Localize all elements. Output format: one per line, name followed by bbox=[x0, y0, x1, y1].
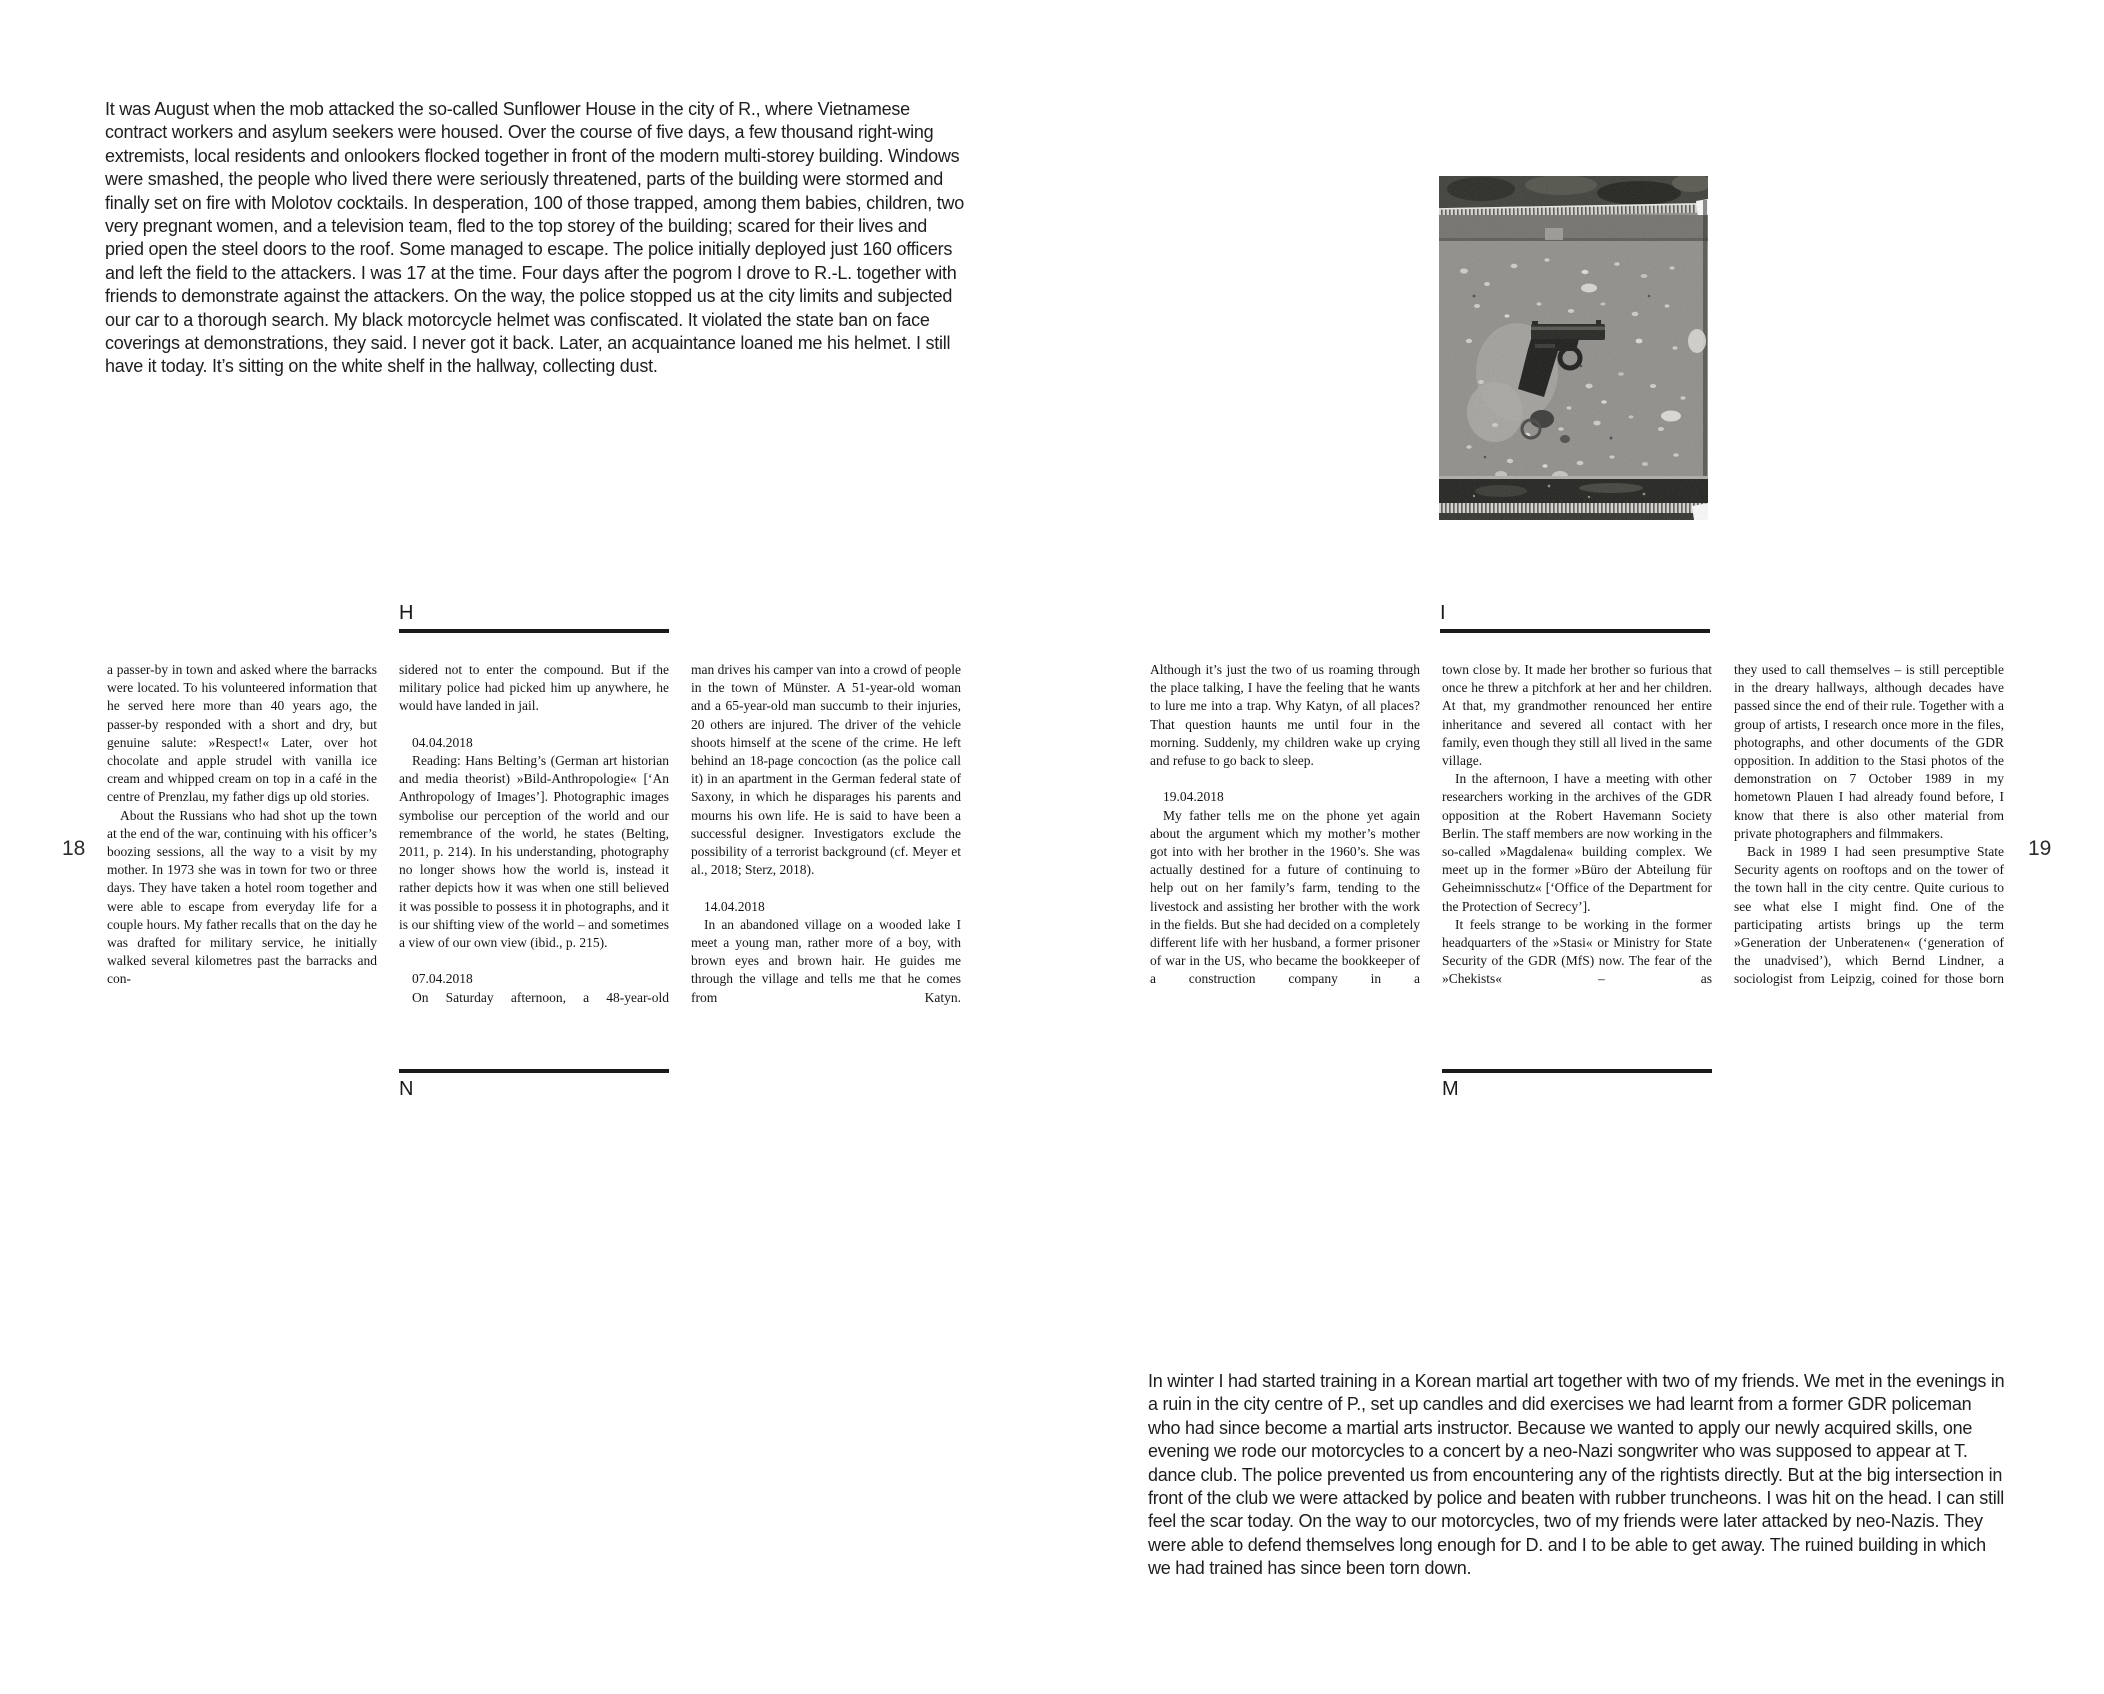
text-column-right-2 bbox=[1442, 661, 1712, 989]
diary-date: 14.04.2018 bbox=[704, 898, 765, 914]
outro-paragraph: In winter I had started training in a Korean martial art together with two of my friends. We met in the evenings in a ruin in the city centre of P., set up candles and did exercises we had learnt from a former GDR policeman who had since become a martial arts instructor. Because we wanted to apply our newly acquired skills, one evening we rode our motorcycles to a concert by a neo-Nazi songwriter who was supposed to appear at T. dance club. The police prevented us from encountering any of the rightists directly. But at the big intersection in front of the club we were attacked by police and beaten with rubber truncheons. I was hit on the head. I can still feel the scar today. On the way to our motorcycles, two of my friends were later attacked by neo-Nazis. They were able to defend themselves long enough for D. and I to be able to get away. The ruined building in which we had trained has since been torn down. bbox=[1148, 1371, 2005, 1579]
section-header-h bbox=[399, 601, 669, 633]
page-number-right: 19 bbox=[2028, 837, 2052, 860]
text-block: sidered not to enter the compound. But if the military police had picked him up anywhere, he would have landed in jail. bbox=[399, 662, 669, 714]
text-column-right-1 bbox=[1150, 661, 1420, 989]
gun-photo bbox=[1439, 176, 1708, 520]
text-block: a passer-by in town and asked where the barracks were located. To his volunteered information that he served here more than 40 years ago, the passer-by responded with a short and dry, but genuine salute: »Respect!« Later, over hot chocolate and apple strudel with vanilla ice cream and whipped cream on top in a café in the centre of Prenzlau, my father digs up old stories. bbox=[107, 662, 377, 805]
section-letter-m: M bbox=[1442, 1077, 1459, 1100]
text-block: they used to call themselves – is still perceptible in the dreary hallways, although decades have passed since the end of their rule. Together with a group of artists, I research once more in the files, photographs, and other documents of the GDR opposition. In addition to the Stasi photos of the demonstration on 7 October 1989 in my hometown Plauen I had already found before, I know that there is also other material from private photographers and filmmakers. bbox=[1734, 662, 2004, 841]
section-header-i bbox=[1440, 601, 1710, 633]
header-rule bbox=[1442, 1069, 1712, 1073]
section-letter-n: N bbox=[399, 1077, 414, 1100]
page-number-left: 18 bbox=[62, 837, 86, 860]
text-column-right-3 bbox=[1734, 661, 2004, 989]
text-block: Back in 1989 I had seen presumptive State Security agents on rooftops and on the tower of the town hall in the city centre. Quite curious to see what else I might find. One of the participating artists brings up the term »Generation der Unberatenen« (‘generation of the unadvised’), which Bernd Lindner, a sociologist from Leipzig, coined for those born bbox=[1734, 844, 2004, 987]
section-header-m bbox=[1442, 1069, 1712, 1101]
section-letter-h: H bbox=[399, 602, 414, 624]
diary-date: 07.04.2018 bbox=[412, 971, 473, 987]
text-block: About the Russians who had shot up the town at the end of the war, continuing with his officer’s boozing sessions, all the way to a visit by my mother. In 1973 she was in town for two or three days. They have taken a hotel room together and were able to escape from everyday life for a couple hours. My father recalls that on the day he was drafted for military service, he initially walked several kilometres past the barracks and con- bbox=[107, 807, 377, 987]
text-block: man drives his camper van into a crowd of people in the town of Münster. A 51-year-old woman and a 65-year-old man succumb to their injuries, 20 others are injured. The driver of the vehicle shoots himself at the scene of the crime. He left behind an 18-page concoction (as the police call it) in an apartment in the German federal state of Saxony, in which he disparages his parents and mourns his own life. He is said to have been a successful designer. Investigators exclude the possibility of a terrorist background (cf. Meyer et al., 2018; Sterz, 2018). bbox=[691, 662, 961, 878]
text-column-left-1 bbox=[107, 661, 377, 989]
text-column-left-3 bbox=[691, 661, 961, 1007]
text-block: In the afternoon, I have a meeting with other researchers working in the archives of the GDR opposition at the Robert Havemann Society Berlin. The staff members are now working in the so-called »Magdalena« building complex. We meet up in the former »Büro der Abteilung für Geheimnisschutz« [‘Office of the Department for the Protection of Secrecy’]. bbox=[1442, 771, 1712, 914]
header-rule bbox=[1440, 629, 1710, 633]
text-block: It feels strange to be working in the former headquarters of the »Stasi« or Ministry for State Security of the GDR (MfS) now. The fear of the »Chekists« – as bbox=[1442, 916, 1712, 987]
text-block: town close by. It made her brother so furious that once he threw a pitchfork at her and her children. At that, my grandmother renounced her entire inheritance and severed all contact with her family, even though they still all lived in the same village. bbox=[1442, 662, 1712, 769]
section-letter-i: I bbox=[1440, 602, 1446, 624]
text-block: Although it’s just the two of us roaming through the place talking, I have the feeling that he wants to lure me into a trap. Why Katyn, of all places? That question haunts me until four in the morning. Suddenly, my children wake up crying and refuse to go back to sleep. bbox=[1150, 662, 1420, 769]
text-column-left-2 bbox=[399, 661, 669, 1007]
text-block: My father tells me on the phone yet again about the argument which my mother’s mother got into with her brother in the 1960’s. She was actually destined for a future of continuing to help out on her family’s farm, tending to the livestock and assisting her brother with the work in the fields. But she had decided on a completely different life with her husband, a former prisoner of war in the US, who became the bookkeeper of a construction company in a bbox=[1150, 807, 1420, 987]
diary-date: 04.04.2018 bbox=[412, 734, 473, 750]
section-header-n bbox=[399, 1069, 669, 1101]
header-rule bbox=[399, 629, 669, 633]
header-rule bbox=[399, 1069, 669, 1073]
text-block: Reading: Hans Belting’s (German art historian and media theorist) »Bild-Anthropologie« [‘An Anthropology of Images’]. Photographic images symbolise our perception of the world and our remembrance of the world, he states (Belting, 2011, p. 214). In his understanding, photography no longer shows how the world is, instead it rather depicts how it was when one still believed it was possible to possess it in photographs, and it is our shifting view of the world – and sometimes a view of our own view (ibid., p. 215). bbox=[399, 753, 669, 951]
text-block: In an abandoned village on a wooded lake I meet a young man, rather more of a boy, with brown eyes and brown hair. He guides me through the village and tells me that he comes from Katyn. bbox=[691, 916, 961, 1005]
intro-paragraph: It was August when the mob attacked the so-called Sunflower House in the city of R., where Vietnamese contract workers and asylum seekers were housed. Over the course of five days, a few thousand right-wing extremists, local residents and onlookers flocked together in front of the modern multi-storey building. Windows were smashed, the people who lived there were seriously threatened, parts of the building were stormed and finally set on fire with Molotov cocktails. In desperation, 100 of those trapped, among them babies, children, two very pregnant women, and a television team, fled to the top storey of the building; scared for their lives and pried open the steel doors to the roof. Some managed to escape. The police initially deployed just 160 officers and left the field to the attackers. I was 17 at the time. Four days after the pogrom I drove to R.-L. together with friends to demonstrate against the attackers. On the way, the police stopped us at the city limits and subjected our car to a thorough search. My black motorcycle helmet was confiscated. It violated the state ban on face coverings at demonstrations, they said. I never got it back. Later, an acquaintance loaned me his helmet. I still have it today. It’s sitting on the white shelf in the hallway, collecting dust. bbox=[105, 99, 964, 377]
diary-date: 19.04.2018 bbox=[1163, 789, 1224, 805]
text-block: On Saturday afternoon, a 48-year-old bbox=[412, 989, 669, 1005]
